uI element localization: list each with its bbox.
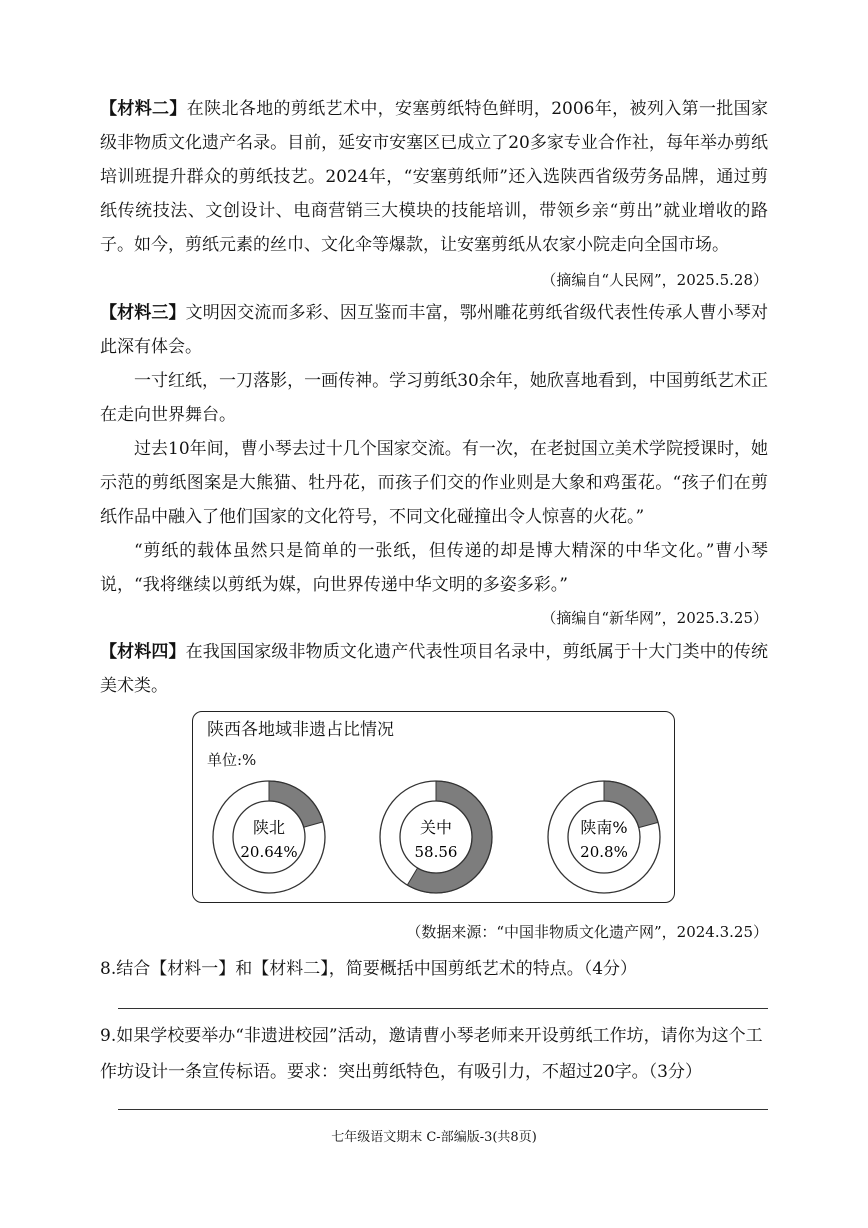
material-3-source: （摘编自“新华网”，2025.3.25） <box>541 609 768 627</box>
material-3-para-3: 过去10年间，曹小琴去过十几个国家交流。有一次，在老挝国立美术学院授课时，她示范的剪纸图案是大熊猫、牡丹花，而孩子们交的作业则是大象和鸡蛋花。“孩子们在剪纸作品中融入了他们国家的文化符号，不同文化碰撞出令人惊喜的火花。” <box>100 439 768 527</box>
material-2-source: （摘编自“人民网”，2025.5.28） <box>541 271 768 289</box>
donut-inner-edge-3 <box>568 801 640 873</box>
donut-value-label-3: 20.8% <box>580 843 628 861</box>
material-3-label: 【材料三】 <box>100 303 186 323</box>
material-3-paragraph <box>100 296 768 364</box>
chart-title: 陕西各地域非遗占比情况 <box>207 720 394 740</box>
question-8: 8.结合【材料一】和【材料二】，简要概括中国剪纸艺术的特点。（4分） <box>100 959 638 979</box>
page-footer: 七年级语文期末 C-部编版-3(共8页) <box>331 1130 537 1145</box>
donut-region-label-3: 陕南% <box>580 818 628 837</box>
answer-line-9 <box>118 1109 768 1110</box>
chart-unit: 单位:% <box>207 751 257 769</box>
donut-3 <box>548 781 660 893</box>
donut-inner-edge-2 <box>400 801 472 873</box>
material-4-source: （数据来源：“中国非物质文化遗产网”，2024.3.25） <box>406 923 768 941</box>
material-2-text: 在陕北各地的剪纸艺术中，安塞剪纸特色鲜明，2006年，被列入第一批国家级非物质文化遗产名录。目前，延安市安塞区已成立了20多家专业合作社，每年举办剪纸培训班提升群众的剪纸技艺。2024年，“安塞剪纸师”还入选陕西省级劳务品牌，通过剪纸传统技法、文创设计、电商营销三大模块的技能培训，带领乡亲“剪出”就业增收的路子。如今，剪纸元素的丝巾、文化伞等爆款，让安塞剪纸从农家小院走向全国市场。 <box>100 99 769 255</box>
donut-value-label-2: 58.56 <box>414 843 458 861</box>
material-4-text: 在我国国家级非物质文化遗产代表性项目名录中，剪纸属于十大门类中的传统美术类。 <box>100 642 769 696</box>
material-3-para-2: 一寸红纸，一刀落影，一画传神。学习剪纸30余年，她欣喜地看到，中国剪纸艺术正在走向世界舞台。 <box>100 371 768 425</box>
donut-region-label-2: 关中 <box>419 818 453 837</box>
donut-chart-panel <box>192 711 675 903</box>
material-3-para-4: “剪纸的载体虽然只是简单的一张纸，但传递的却是博大精深的中华文化。”曹小琴说，“我将继续以剪纸为媒，向世界传递中华文明的多姿多彩。” <box>100 541 768 595</box>
material-4-label: 【材料四】 <box>100 642 186 662</box>
material-4-paragraph <box>100 635 768 703</box>
question-9: 9.如果学校要举办“非遗进校园”活动，邀请曹小琴老师来开设剪纸工作坊，请你为这个工作坊设计一条宣传标语。要求：突出剪纸特色，有吸引力，不超过20字。（3分） <box>100 1026 763 1082</box>
donut-charts <box>193 712 676 904</box>
donut-2 <box>380 781 492 893</box>
material-2-label: 【材料二】 <box>100 99 187 119</box>
material-3-text: 文明因交流而多彩、因互鉴而丰富，鄂州雕花剪纸省级代表性传承人曹小琴对此深有体会。 <box>100 303 769 357</box>
material-2-paragraph <box>100 92 768 262</box>
donut-1 <box>213 781 325 893</box>
donut-value-label-1: 20.64% <box>240 843 298 861</box>
donut-inner-edge-1 <box>233 801 305 873</box>
donut-region-label-1: 陕北 <box>252 818 286 837</box>
answer-line-8 <box>118 1008 768 1009</box>
